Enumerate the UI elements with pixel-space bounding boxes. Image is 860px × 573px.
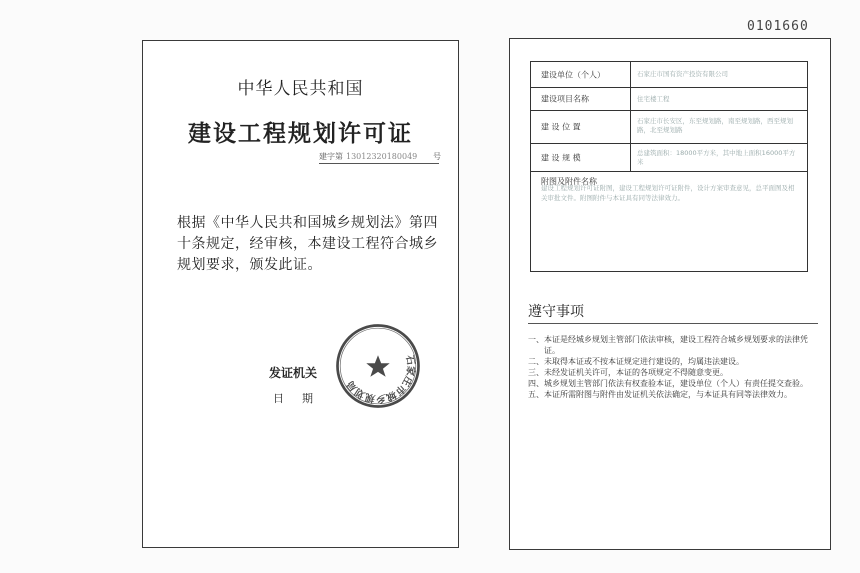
certificate-number bbox=[319, 151, 439, 164]
project-info-table bbox=[530, 61, 808, 272]
notice-item: 四、城乡规划主管部门依法有权查验本证，建设单位（个人）有责任提交查验。 bbox=[528, 379, 808, 388]
table-row bbox=[531, 62, 807, 88]
date-label: 日期 bbox=[273, 392, 331, 405]
row-label: 建 设 位 置 bbox=[541, 122, 581, 132]
certificate-detail-page bbox=[509, 38, 831, 550]
issuing-authority-label: 发证机关 bbox=[269, 366, 318, 380]
certificate-cover-page bbox=[142, 40, 459, 548]
row-value: 石家庄市国有资产投资有限公司 bbox=[637, 70, 728, 78]
row-value: 石家庄市长安区，东至规划路，南至规划路，西至规划路，北至规划路 bbox=[637, 117, 793, 134]
table-row bbox=[531, 144, 807, 172]
cert-no-prefix: 建字第 bbox=[319, 152, 343, 161]
row-label: 建 设 规 模 bbox=[541, 153, 581, 162]
notice-title: 遵守事项 bbox=[528, 304, 584, 320]
row-value: 总建筑面积：18000平方米，其中地上面积16000平方米 bbox=[637, 149, 796, 166]
attachments-label: 附图及附件名称 bbox=[541, 177, 597, 186]
notice-item: 五、本证所需附图与附件由发证机关依法确定，与本证具有同等法律效力。 bbox=[528, 390, 792, 399]
notice-divider bbox=[528, 323, 818, 324]
notice-list bbox=[528, 334, 818, 400]
table-row bbox=[531, 88, 807, 111]
notice-item: 二、未取得本证或不按本证规定进行建设的，均属违法建设。 bbox=[528, 357, 744, 366]
row-label: 建设单位（个人） bbox=[541, 70, 605, 79]
cert-no-suffix: 号 bbox=[433, 152, 441, 161]
official-seal-icon bbox=[333, 321, 423, 411]
notice-item: 一、本证是经城乡规划主管部门依法审核，建设工程符合城乡规划要求的法律凭证。 bbox=[528, 335, 808, 355]
notice-item: 三、未经发证机关许可，本证的各项规定不得随意变更。 bbox=[528, 368, 728, 377]
serial-number: 0101660 bbox=[747, 19, 809, 34]
row-value: 住宅楼工程 bbox=[637, 95, 670, 103]
table-row bbox=[531, 111, 807, 144]
seal-text: 石家庄市城乡规划局 bbox=[345, 354, 417, 404]
cert-no-value: 13012320180049 bbox=[346, 152, 418, 161]
certificate-title: 建设工程规划许可证 bbox=[188, 120, 413, 147]
svg-text:石家庄市城乡规划局 bbox=[341, 352, 423, 411]
certificate-body-text: 根据《中华人民共和国城乡规划法》第四十条规定，经审核，本建设工程符合城乡规划要求，颁发此证。 bbox=[177, 215, 438, 273]
attachments-value: 建设工程规划许可证附图，建设工程规划许可证附件，设计方案审查意见，总平面图及相关审批文件。附图附件与本证具有同等法律效力。 bbox=[541, 184, 795, 202]
country-name: 中华人民共和国 bbox=[237, 79, 364, 99]
row-label: 建设项目名称 bbox=[541, 94, 589, 104]
